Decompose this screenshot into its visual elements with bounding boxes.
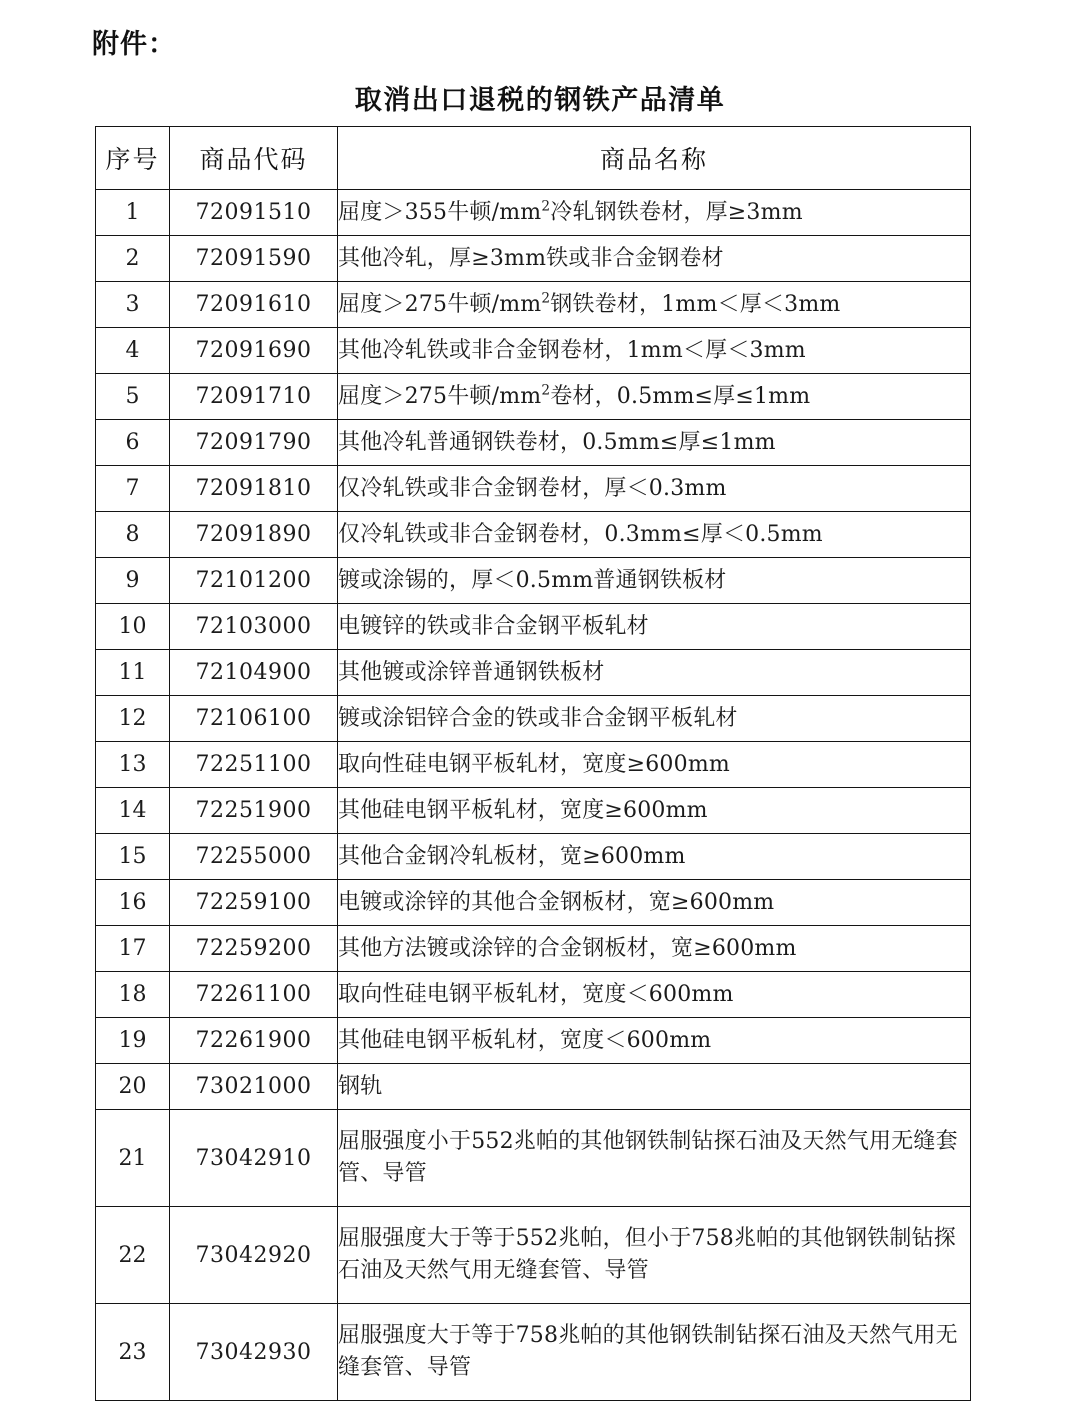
cell-product-name: 其他镀或涂锌普通钢铁板材: [338, 650, 971, 696]
cell-product-name: 屈度＞275牛顿$/mm^2$卷材，0.5mm≤厚≤1mm: [338, 374, 971, 420]
table-row: [96, 880, 971, 926]
cell-product-name: 其他冷轧，厚≥3mm铁或非合金钢卷材: [338, 236, 971, 282]
cell-product-name: 其他方法镀或涂锌的合金钢板材，宽≥600mm: [338, 926, 971, 972]
table-header-row: [96, 127, 971, 190]
cell-sequence: 7: [96, 466, 170, 512]
cell-product-name: 屈度＞355牛顿$/mm^2$冷轧钢铁卷材，厚≥3mm: [338, 190, 971, 236]
table-header: [96, 127, 971, 190]
cell-product-name: 仅冷轧铁或非合金钢卷材，0.3mm≤厚＜0.5mm: [338, 512, 971, 558]
cell-sequence: 23: [96, 1304, 170, 1401]
table-row: [96, 742, 971, 788]
cell-product-code: 72103000: [170, 604, 338, 650]
cell-sequence: 14: [96, 788, 170, 834]
cell-product-code: 72101200: [170, 558, 338, 604]
cell-sequence: 19: [96, 1018, 170, 1064]
cell-product-code: 73021000: [170, 1064, 338, 1110]
cell-product-code: 73042920: [170, 1207, 338, 1304]
table-row: [96, 190, 971, 236]
cell-product-code: 72091810: [170, 466, 338, 512]
cell-product-code: 72106100: [170, 696, 338, 742]
table-row: [96, 926, 971, 972]
cell-product-name: 其他冷轧铁或非合金钢卷材，1mm＜厚＜3mm: [338, 328, 971, 374]
cell-sequence: 2: [96, 236, 170, 282]
cell-sequence: 15: [96, 834, 170, 880]
cell-product-code: 73042910: [170, 1110, 338, 1207]
table-row: [96, 328, 971, 374]
cell-product-code: 72104900: [170, 650, 338, 696]
cell-sequence: 13: [96, 742, 170, 788]
cell-sequence: 3: [96, 282, 170, 328]
cell-product-name: 电镀锌的铁或非合金钢平板轧材: [338, 604, 971, 650]
cell-product-name: 其他冷轧普通钢铁卷材，0.5mm≤厚≤1mm: [338, 420, 971, 466]
table-row: [96, 236, 971, 282]
cell-product-code: 72259100: [170, 880, 338, 926]
cell-sequence: 5: [96, 374, 170, 420]
cell-product-name: 取向性硅电钢平板轧材，宽度＜600mm: [338, 972, 971, 1018]
cell-sequence: 22: [96, 1207, 170, 1304]
cell-product-code: 72091710: [170, 374, 338, 420]
cell-product-name: 取向性硅电钢平板轧材，宽度≥600mm: [338, 742, 971, 788]
table-row: [96, 282, 971, 328]
cell-product-name: 屈度＞275牛顿$/mm^2$钢铁卷材，1mm＜厚＜3mm: [338, 282, 971, 328]
table-row: [96, 834, 971, 880]
cell-sequence: 17: [96, 926, 170, 972]
cell-sequence: 8: [96, 512, 170, 558]
cell-product-name: 屈服强度小于552兆帕的其他钢铁制钻探石油及天然气用无缝套管、导管: [338, 1110, 971, 1207]
cell-product-name: 其他合金钢冷轧板材，宽≥600mm: [338, 834, 971, 880]
table-row: [96, 696, 971, 742]
column-header-sequence: 序号: [96, 127, 170, 190]
cell-sequence: 6: [96, 420, 170, 466]
cell-product-code: 72261100: [170, 972, 338, 1018]
cell-product-code: 72255000: [170, 834, 338, 880]
cell-product-code: 72091590: [170, 236, 338, 282]
cell-product-code: 72259200: [170, 926, 338, 972]
table-body: [96, 190, 971, 1401]
product-list-table: [95, 126, 971, 1401]
cell-product-code: 73042930: [170, 1304, 338, 1401]
cell-product-code: 72251100: [170, 742, 338, 788]
cell-product-name: 其他硅电钢平板轧材，宽度≥600mm: [338, 788, 971, 834]
cell-product-name: 钢轨: [338, 1064, 971, 1110]
cell-product-code: 72091790: [170, 420, 338, 466]
cell-product-name: 屈服强度大于等于552兆帕，但小于758兆帕的其他钢铁制钻探石油及天然气用无缝套管、导管: [338, 1207, 971, 1304]
cell-sequence: 12: [96, 696, 170, 742]
cell-product-name: 电镀或涂锌的其他合金钢板材，宽≥600mm: [338, 880, 971, 926]
table-row: [96, 972, 971, 1018]
cell-product-code: 72251900: [170, 788, 338, 834]
table-row: [96, 1304, 971, 1401]
table-row: [96, 1018, 971, 1064]
attachment-label: 附件：: [92, 29, 176, 60]
cell-product-code: 72091510: [170, 190, 338, 236]
cell-sequence: 20: [96, 1064, 170, 1110]
table-row: [96, 512, 971, 558]
column-header-product-name: 商品名称: [338, 127, 971, 190]
cell-product-code: 72091690: [170, 328, 338, 374]
cell-sequence: 1: [96, 190, 170, 236]
table-row: [96, 1207, 971, 1304]
cell-sequence: 11: [96, 650, 170, 696]
cell-sequence: 10: [96, 604, 170, 650]
table-row: [96, 1064, 971, 1110]
column-header-product-code: 商品代码: [170, 127, 338, 190]
table-row: [96, 420, 971, 466]
table-row: [96, 650, 971, 696]
cell-sequence: 21: [96, 1110, 170, 1207]
cell-product-name: 其他硅电钢平板轧材，宽度＜600mm: [338, 1018, 971, 1064]
cell-product-name: 屈服强度大于等于758兆帕的其他钢铁制钻探石油及天然气用无缝套管、导管: [338, 1304, 971, 1401]
cell-sequence: 9: [96, 558, 170, 604]
cell-product-code: 72091890: [170, 512, 338, 558]
cell-product-name: 仅冷轧铁或非合金钢卷材，厚＜0.3mm: [338, 466, 971, 512]
table-row: [96, 558, 971, 604]
product-list-table-container: [95, 126, 970, 1401]
cell-product-name: 镀或涂铝锌合金的铁或非合金钢平板轧材: [338, 696, 971, 742]
cell-sequence: 18: [96, 972, 170, 1018]
cell-product-code: 72091610: [170, 282, 338, 328]
table-row: [96, 788, 971, 834]
table-row: [96, 1110, 971, 1207]
table-row: [96, 604, 971, 650]
cell-product-name: 镀或涂锡的，厚＜0.5mm普通钢铁板材: [338, 558, 971, 604]
table-row: [96, 466, 971, 512]
cell-product-code: 72261900: [170, 1018, 338, 1064]
cell-sequence: 16: [96, 880, 170, 926]
table-row: [96, 374, 971, 420]
cell-sequence: 4: [96, 328, 170, 374]
page-title: 取消出口退税的钢铁产品清单: [354, 85, 726, 116]
